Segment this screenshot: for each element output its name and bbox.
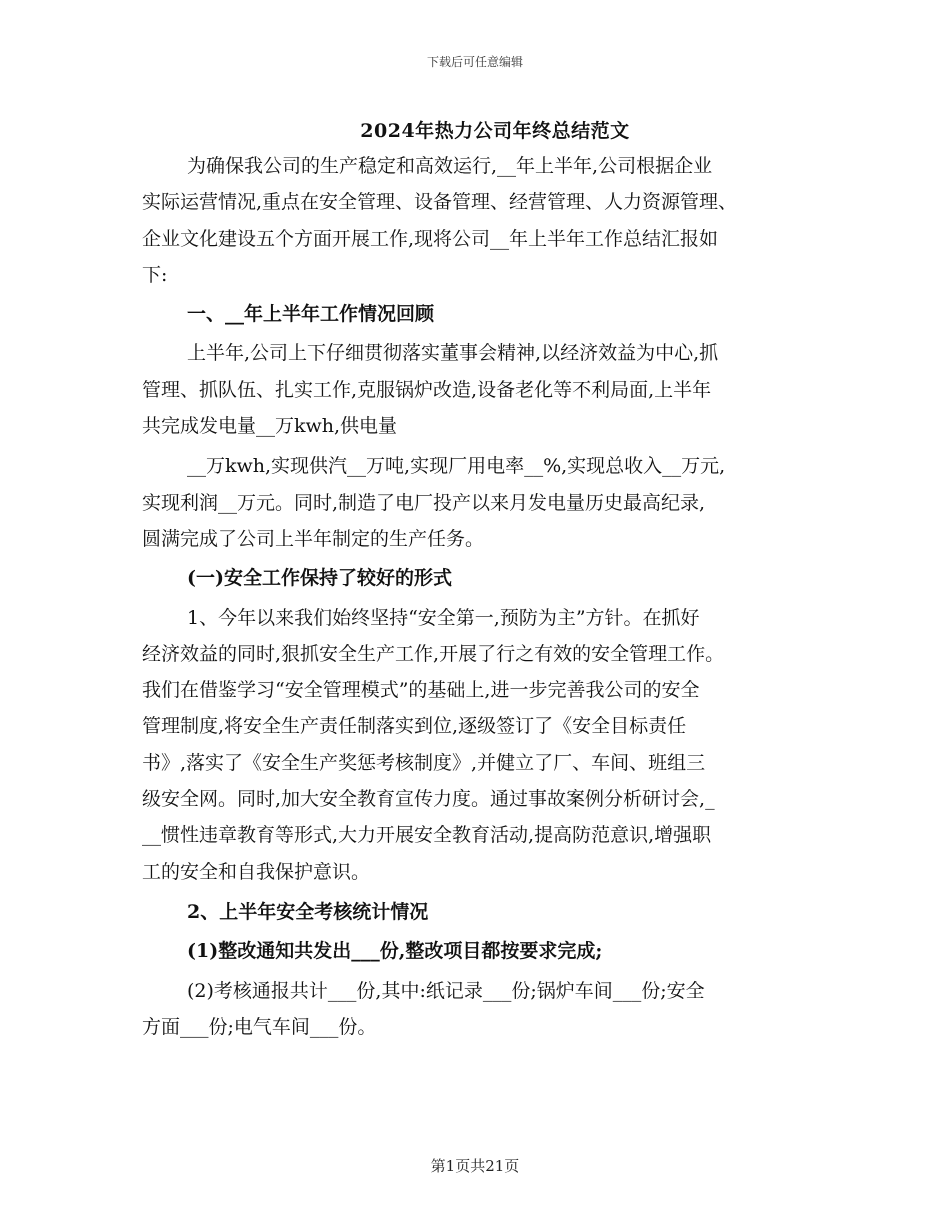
paragraph-line: 共完成发电量__万kwh,供电量 [142, 415, 398, 438]
paragraph-line: 圆满完成了公司上半年制定的生产任务。 [142, 527, 485, 550]
paragraph-line: 上半年,公司上下仔细贯彻落实董事会精神,以经济效益为中心,抓 [187, 342, 719, 365]
document-body [142, 148, 817, 1045]
paragraph-line: 为确保我公司的生产稳定和高效运行,__年上半年,公司根据企业 [187, 155, 713, 177]
paragraph-line: 下: [142, 263, 168, 286]
header-note: 下载后可任意编辑 [426, 55, 523, 69]
paragraph-line: __万kwh,实现供汽__万吨,实现厂用电率__%,实现总收入__万元, [187, 455, 726, 478]
document-title: 2024年热力公司年终总结范文 [360, 120, 630, 142]
list-item: (2)考核通报共计___份,其中:纸记录___份;锅炉车间___份;安全 [187, 979, 705, 1002]
paragraph-line: 实现利润__万元。同时,制造了电厂投产以来月发电量历史最高纪录, [142, 491, 706, 514]
paragraph-line: 我们在借鉴学习“安全管理模式”的基础上,进一步完善我公司的安全 [142, 679, 700, 702]
section-heading: 一、__年上半年工作情况回顾 [187, 303, 435, 326]
paragraph-line: 1、今年以来我们始终坚持“安全第一,预防为主”方针。在抓好 [187, 606, 700, 629]
paragraph-line: 经济效益的同时,狠抓安全生产工作,开展了行之有效的安全管理工作。 [142, 642, 725, 665]
page-number: 第1页共21页 [430, 1157, 520, 1175]
paragraph-line: 实际运营情况,重点在安全管理、设备管理、经营管理、人力资源管理、 [142, 191, 738, 214]
list-item: (1)整改通知共发出___份,整改项目都按要求完成; [187, 940, 603, 963]
paragraph-line: __惯性违章教育等形式,大力开展安全教育活动,提高防范意识,增强职 [142, 824, 712, 847]
paragraph-line: 级安全网。同时,加大安全教育宣传力度。通过事故案例分析研讨会,_ [142, 788, 715, 811]
subsection-heading: (一)安全工作保持了较好的形式 [187, 567, 452, 590]
paragraph-line: 管理制度,将安全生产责任制落实到位,逐级签订了《安全目标责任 [142, 715, 687, 738]
subsection-heading: 2、上半年安全考核统计情况 [187, 900, 429, 923]
paragraph-line: 工的安全和自我保护意识。 [142, 860, 371, 883]
paragraph-line: 管理、抓队伍、扎实工作,克服锅炉改造,设备老化等不利局面,上半年 [142, 378, 712, 401]
paragraph-line: 书》,落实了《安全生产奖惩考核制度》,并健立了厂、车间、班组三 [142, 751, 706, 774]
paragraph-line: 方面___份;电气车间___份。 [142, 1015, 377, 1038]
paragraph-line: 企业文化建设五个方面开展工作,现将公司__年上半年工作总结汇报如 [142, 227, 719, 250]
